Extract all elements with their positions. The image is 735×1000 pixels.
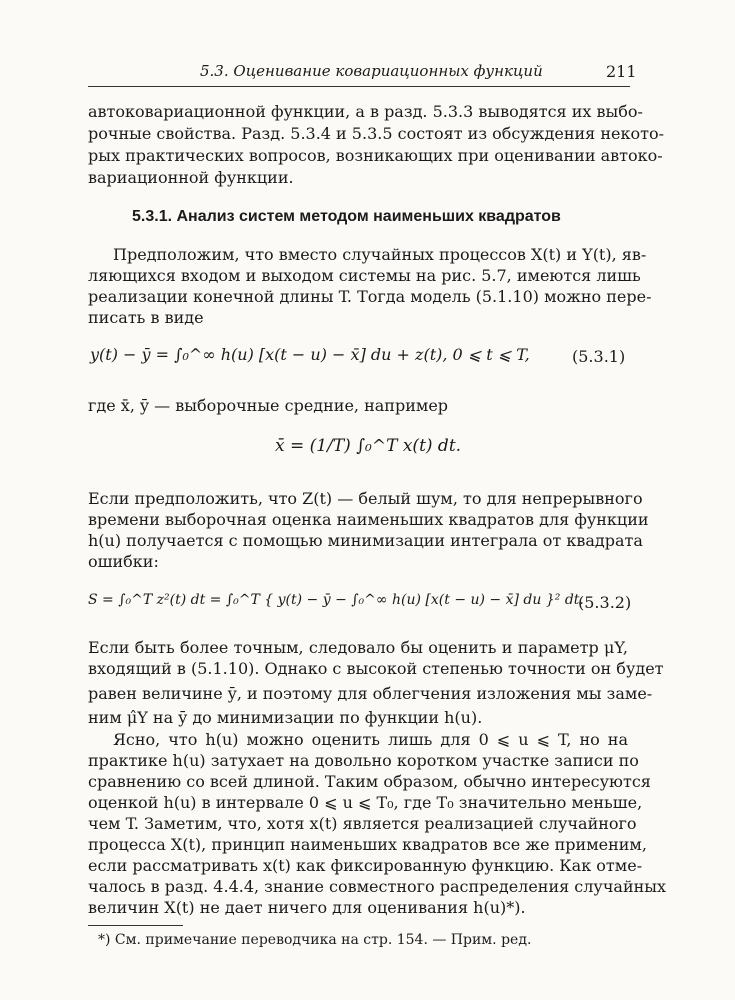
section-heading: 5.3.1. Анализ систем методом наименьших квадратов [132,208,561,225]
paragraph-line: чем T. Заметим, что, хотя x(t) является реализацией случайного [88,814,637,833]
intro-line: рочные свойства. Разд. 5.3.4 и 5.3.5 состоят из обсуждения некото- [88,124,664,143]
paragraph-line: Ясно, что h(u) можно оценить лишь для 0 ⩽ u ⩽ T, но на [113,730,628,749]
header-rule [88,86,630,87]
paragraph-line: чалось в разд. 4.4.4, знание совместного распределения случайных [88,877,667,896]
paragraph-line: практике h(u) затухает на довольно коротком участке записи по [88,751,639,770]
paragraph-line: времени выборочная оценка наименьших квадратов для функции [88,510,649,529]
paragraph-line: ошибки: [88,552,159,571]
equation-number-5-3-2: (5.3.2) [578,593,632,612]
paragraph-line: равен величине ȳ, и поэтому для облегчения изложения мы заме- [88,684,653,703]
equation-5-3-1: y(t) − ȳ = ∫₀^∞ h(u) [x(t − u) − x̄] du + z(t), 0 ⩽ t ⩽ T, [90,345,530,364]
paragraph-line: Если быть более точным, следовало бы оценить и параметр μY, [88,638,628,657]
footnote: *) См. примечание переводчика на стр. 154. — Прим. ред. [98,932,532,948]
paragraph-line: входящий в (5.1.10). Однако с высокой степенью точности он будет [88,659,664,678]
intro-line: автоковариационной функции, а в разд. 5.3.3 выводятся их выбо- [88,102,643,121]
equation-5-3-2: S = ∫₀^T z²(t) dt = ∫₀^T { y(t) − ȳ − ∫₀^∞ h(u) [x(t − u) − x̄] du }² dt. [88,592,584,608]
paragraph-line: h(u) получается с помощью минимизации интеграла от квадрата [88,531,643,550]
paragraph-line: реализации конечной длины T. Тогда модель (5.1.10) можно пере- [88,287,652,306]
paragraph-line: ляющихся входом и выходом системы на рис. 5.7, имеются лишь [88,266,641,285]
paragraph-line: писать в виде [88,308,204,327]
where-line: где x̄, ȳ — выборочные средние, например [88,396,449,415]
footnote-rule [88,925,183,926]
intro-line: рых практических вопросов, возникающих при оценивании автоко- [88,146,663,165]
equation-mean: x̄ = (1/T) ∫₀^T x(t) dt. [275,436,462,456]
intro-line: вариационной функции. [88,168,294,187]
paragraph-line: если рассматривать x(t) как фиксированную функцию. Как отме- [88,856,643,875]
paragraph-line: величин X(t) не дает ничего для оценивания h(u)*). [88,898,526,917]
page-number: 211 [606,62,637,81]
equation-number-5-3-1: (5.3.1) [572,347,626,366]
paragraph-line: сравнению со всей длиной. Таким образом, обычно интересуются [88,772,651,791]
paragraph-line: процесса X(t), принцип наименьших квадратов все же применим, [88,835,647,854]
paragraph-line: ним μ̂Y на ȳ до минимизации по функции h(u). [88,708,483,727]
paragraph-line: Предположим, что вместо случайных процессов X(t) и Y(t), яв- [113,245,647,264]
running-header-title: 5.3. Оценивание ковариационных функций [200,62,543,80]
paragraph-line: Если предположить, что Z(t) — белый шум, то для непрерывного [88,489,643,508]
paragraph-line: оценкой h(u) в интервале 0 ⩽ u ⩽ T₀, где T₀ значительно меньше, [88,793,643,812]
